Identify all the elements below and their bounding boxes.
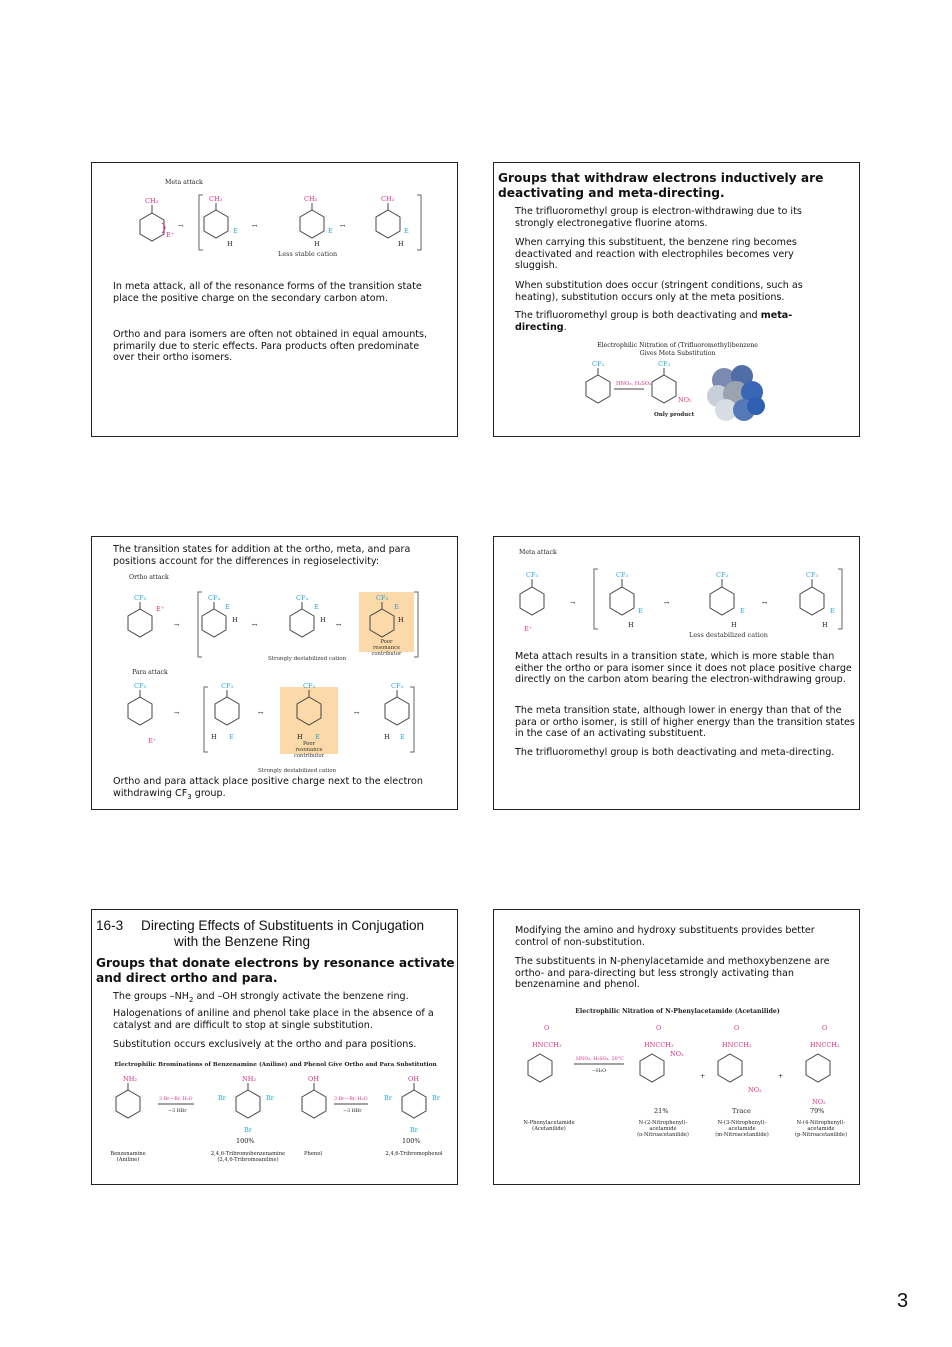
- intro-paragraph: The transition states for addition at the ortho, meta, and para positions account for the differences in regioselectivity:: [113, 544, 411, 567]
- svg-text:↔: ↔: [354, 709, 360, 717]
- svg-text:CF₃: CF₃: [208, 594, 221, 602]
- svg-text:21%: 21%: [654, 1107, 669, 1115]
- svg-text:HNCCH₃: HNCCH₃: [722, 1041, 752, 1049]
- svg-text:NO₂: NO₂: [678, 396, 692, 404]
- meta-energy-paragraph: The meta transition state, although lower in energy than that of the para or ortho isomer, is still of higher energy than the transition states in the case of an activating substituent.: [515, 705, 855, 740]
- svg-text:CF₃: CF₃: [806, 571, 819, 579]
- svg-text:79%: 79%: [810, 1107, 825, 1115]
- svg-text:OH: OH: [308, 1075, 319, 1083]
- slide-withdraw-inductively: [493, 162, 860, 437]
- ortho-attack-label: Ortho attack: [129, 574, 169, 581]
- deactivated-paragraph: When carrying this substituent, the benzene ring becomes deactivated and reaction with electrophiles becomes very sluggish.: [515, 237, 797, 272]
- svg-text:CF₃: CF₃: [391, 682, 404, 690]
- svg-text:↔: ↔: [340, 222, 346, 230]
- svg-text:NO₂: NO₂: [670, 1050, 684, 1058]
- svg-text:→: →: [174, 621, 180, 629]
- svg-text:100%: 100%: [236, 1137, 255, 1145]
- svg-text:NO₂: NO₂: [748, 1086, 762, 1094]
- svg-text:CH₃: CH₃: [209, 195, 223, 203]
- meta-attack-label: Meta attack: [165, 179, 203, 186]
- svg-text:→: →: [178, 222, 184, 230]
- svg-text:H: H: [227, 240, 233, 248]
- svg-text:Only product: Only product: [654, 412, 695, 418]
- slide-transition-states: [91, 536, 458, 810]
- svg-text:Br: Br: [218, 1094, 226, 1102]
- ch3-label: CH₃: [145, 197, 159, 205]
- svg-text:H: H: [398, 616, 404, 624]
- svg-text:Br: Br: [266, 1094, 274, 1102]
- svg-text:↔: ↔: [664, 599, 670, 607]
- svg-text:E: E: [314, 603, 319, 611]
- tribromobenzenamine-name: 2,4,6-Tribromobenzenamine (2,4,6-Tribromoaniline): [210, 1151, 286, 1163]
- svg-text:E: E: [404, 227, 409, 235]
- svg-text:→: →: [174, 709, 180, 717]
- slide-meta-attack-cf3: [493, 536, 860, 810]
- svg-text:3 Br—Br, H₂O: 3 Br—Br, H₂O: [334, 1097, 368, 1102]
- svg-text:E: E: [328, 227, 333, 235]
- meta-substitution-paragraph: When substitution does occur (stringent conditions, such as heating), substitution occurs only at the meta positions.: [515, 280, 803, 303]
- svg-text:↔: ↔: [252, 621, 258, 629]
- svg-text:HNCCH₃: HNCCH₃: [810, 1041, 840, 1049]
- svg-text:↔: ↔: [336, 621, 342, 629]
- svg-text:NH₂: NH₂: [242, 1075, 256, 1083]
- tribromophenol-name: 2,4,6-Tribromophenol: [385, 1151, 443, 1157]
- svg-text:H: H: [314, 240, 320, 248]
- svg-text:H: H: [731, 621, 737, 629]
- svg-text:E: E: [740, 607, 745, 615]
- svg-text:CF₃: CF₃: [376, 594, 389, 602]
- cf3-withdrawing-paragraph: The trifluoromethyl group is electron-withdrawing due to its strongly electronegative fluorine atoms.: [515, 206, 802, 229]
- svg-text:CH₃: CH₃: [304, 195, 318, 203]
- eplus-label: E⁺: [166, 231, 175, 239]
- svg-text:O: O: [822, 1024, 828, 1032]
- meta-transition-paragraph: Meta attach results in a transition state, which is more stable than either the ortho or para isomer since it does not place positive charge directly on the carbon atom bearing the electron-withdrawing group.: [515, 651, 852, 686]
- svg-text:+: +: [778, 1072, 784, 1080]
- svg-text:+: +: [700, 1072, 706, 1080]
- activating-groups-paragraph: The groups $-NH_2$ and –OH strongly activate the benzene ring.: [113, 991, 409, 1004]
- slide-modifying-substituents: [493, 909, 860, 1185]
- figure-title: Electrophilic Brominations of Benzenamine (Aniline) and Phenol Give Ortho and Para Substitution: [114, 1062, 437, 1068]
- substitution-paragraph: Substitution occurs exclusively at the ortho and para positions.: [113, 1039, 417, 1050]
- svg-text:HNO₃, H₂SO₄, 20°C: HNO₃, H₂SO₄, 20°C: [576, 1057, 624, 1062]
- poor-contributor-label-1: Poor resonance contributor: [371, 639, 402, 657]
- benzenamine-name: Benzenamine (Aniline): [110, 1151, 146, 1163]
- svg-text:→: →: [570, 599, 576, 607]
- svg-text:Br: Br: [432, 1094, 440, 1102]
- meta-attack-paragraph: In meta attack, all of the resonance forms of the transition state place the positive charge on the secondary carbon atom.: [113, 281, 422, 304]
- svg-text:H: H: [384, 733, 390, 741]
- phenol-name: Phenol: [303, 1151, 323, 1157]
- svg-text:HNCCH₃: HNCCH₃: [644, 1041, 674, 1049]
- svg-text:3 Br—Br, H₂O: 3 Br—Br, H₂O: [159, 1097, 193, 1102]
- svg-text:CF₃: CF₃: [296, 594, 309, 602]
- halogenation-paragraph: Halogenations of aniline and phenol take place in the absence of a catalyst and are difficult to stop at single substitution.: [113, 1008, 434, 1031]
- svg-text:O: O: [734, 1024, 740, 1032]
- modifying-paragraph: Modifying the amino and hydroxy substituents provides better control of non-substitution.: [515, 925, 815, 948]
- less-stable-cation-label: Less stable cation: [278, 250, 338, 258]
- n-phenylacetamide-paragraph: The substituents in N-phenylacetamide and methoxybenzene are ortho- and para-directing but less strongly activating than benzenamine and phenol.: [515, 956, 830, 991]
- svg-text:−3 HBr: −3 HBr: [343, 1109, 362, 1114]
- svg-text:CF₃: CF₃: [592, 360, 605, 368]
- svg-text:Br: Br: [244, 1126, 252, 1134]
- slide-directing-conjugation: [91, 909, 458, 1185]
- meta-attack-label: Meta attack: [519, 549, 557, 556]
- svg-text:E: E: [315, 733, 320, 741]
- poor-contributor-label-2: Poor resonance contributor: [294, 741, 324, 759]
- svg-text:CF₃: CF₃: [134, 594, 147, 602]
- figure-title: Electrophilic Nitration of N-Phenylacetamide (Acetanilide): [575, 1008, 780, 1015]
- cf3-summary-paragraph: The trifluoromethyl group is both deactivating and meta-directing.: [515, 747, 835, 758]
- svg-text:CF₃: CF₃: [134, 682, 147, 690]
- svg-text:OH: OH: [408, 1075, 419, 1083]
- slide-title: Groups that withdraw electrons inductively are deactivating and meta-directing.: [498, 171, 824, 200]
- svg-text:H: H: [211, 733, 217, 741]
- svg-text:CF₃: CF₃: [716, 571, 729, 579]
- m-nitroacetanilide-name: N-(3-Nitrophenyl)- acetamide (m-Nitroacetanilide): [715, 1120, 769, 1138]
- svg-text:CF₃: CF₃: [616, 571, 629, 579]
- svg-text:−3 HBr: −3 HBr: [168, 1109, 187, 1114]
- svg-text:E: E: [225, 603, 230, 611]
- svg-text:HNCCH₃: HNCCH₃: [532, 1041, 562, 1049]
- svg-text:E⁺: E⁺: [524, 625, 533, 633]
- o-nitroacetanilide-name: N-(2-Nitrophenyl)- acetamide (o-Nitroacetanilide): [637, 1120, 689, 1138]
- svg-text:100%: 100%: [402, 1137, 421, 1145]
- svg-text:NO₂: NO₂: [812, 1098, 826, 1106]
- slide-title: Groups that donate electrons by resonance activate and direct ortho and para.: [96, 956, 455, 985]
- svg-text:O: O: [544, 1024, 550, 1032]
- svg-text:HNO₃, H₂SO₄: HNO₃, H₂SO₄: [616, 381, 652, 387]
- svg-text:CH₃: CH₃: [381, 195, 395, 203]
- strongly-destabilized-label-2: Strongly destabilized cation: [258, 768, 337, 774]
- section-title-line-1: Directing Effects of Substituents in Conjugation: [141, 918, 425, 933]
- bromination-diagram: [92, 1070, 458, 1185]
- svg-text:CF₃: CF₃: [303, 682, 316, 690]
- svg-text:E⁺: E⁺: [148, 737, 157, 745]
- less-destabilized-cation-label: Less destabilized cation: [689, 631, 768, 639]
- svg-text:CF₃: CF₃: [526, 571, 539, 579]
- svg-text:E⁺: E⁺: [156, 605, 165, 613]
- svg-text:Br: Br: [410, 1126, 418, 1134]
- n-phenylacetamide-name: N-Phenylacetamide (Acetanilide): [523, 1120, 575, 1132]
- nitration-cf3-diagram: [494, 358, 860, 437]
- section-number: 16-3: [96, 918, 124, 933]
- meta-directing-paragraph: The trifluoromethyl group is both deactivating and meta-directing.: [515, 310, 793, 333]
- svg-text:CF₃: CF₃: [658, 360, 671, 368]
- svg-text:H: H: [297, 733, 303, 741]
- svg-text:H: H: [628, 621, 634, 629]
- svg-text:H: H: [320, 616, 326, 624]
- svg-text:CF₃: CF₃: [221, 682, 234, 690]
- p-nitroacetanilide-name: N-(4-Nitrophenyl)- acetamide (p-Nitroacetanilide): [795, 1120, 847, 1138]
- section-title-line-2: with the Benzene Ring: [174, 934, 311, 949]
- page-number: 3: [897, 1290, 909, 1312]
- svg-text:E: E: [394, 603, 399, 611]
- svg-text:H: H: [822, 621, 828, 629]
- svg-text:H: H: [398, 240, 404, 248]
- svg-text:E: E: [400, 733, 405, 741]
- svg-text:E: E: [233, 227, 238, 235]
- meta-attack-cf3-diagram: [494, 537, 860, 647]
- svg-text:O: O: [656, 1024, 662, 1032]
- svg-text:H: H: [232, 616, 238, 624]
- ortho-para-paragraph: Ortho and para isomers are often not obtained in equal amounts, primarily due to steric effects. Para products often predominate over their ortho isomers.: [113, 329, 428, 364]
- svg-text:↔: ↔: [762, 599, 768, 607]
- svg-text:NH₂: NH₂: [123, 1075, 137, 1083]
- meta-attack-ch3-diagram: [92, 163, 458, 273]
- svg-text:Br: Br: [384, 1094, 392, 1102]
- para-attack-label: Para attack: [132, 669, 168, 676]
- svg-text:↔: ↔: [258, 709, 264, 717]
- svg-text:E: E: [229, 733, 234, 741]
- slide-meta-attack-ch3: [91, 162, 458, 437]
- strongly-destabilized-label-1: Strongly destabilized cation: [268, 656, 347, 662]
- svg-text:−H₂O: −H₂O: [592, 1069, 607, 1074]
- svg-text:Trace: Trace: [732, 1107, 751, 1115]
- svg-text:E: E: [638, 607, 643, 615]
- outro-paragraph: Ortho and para attack place positive charge next to the electron withdrawing $CF_3$ group.: [113, 776, 423, 801]
- svg-text:E: E: [830, 607, 835, 615]
- figure-title: Electrophilic Nitration of (Trifluoromethyl)benzene Gives Meta Substitution: [597, 342, 758, 357]
- svg-text:↔: ↔: [252, 222, 258, 230]
